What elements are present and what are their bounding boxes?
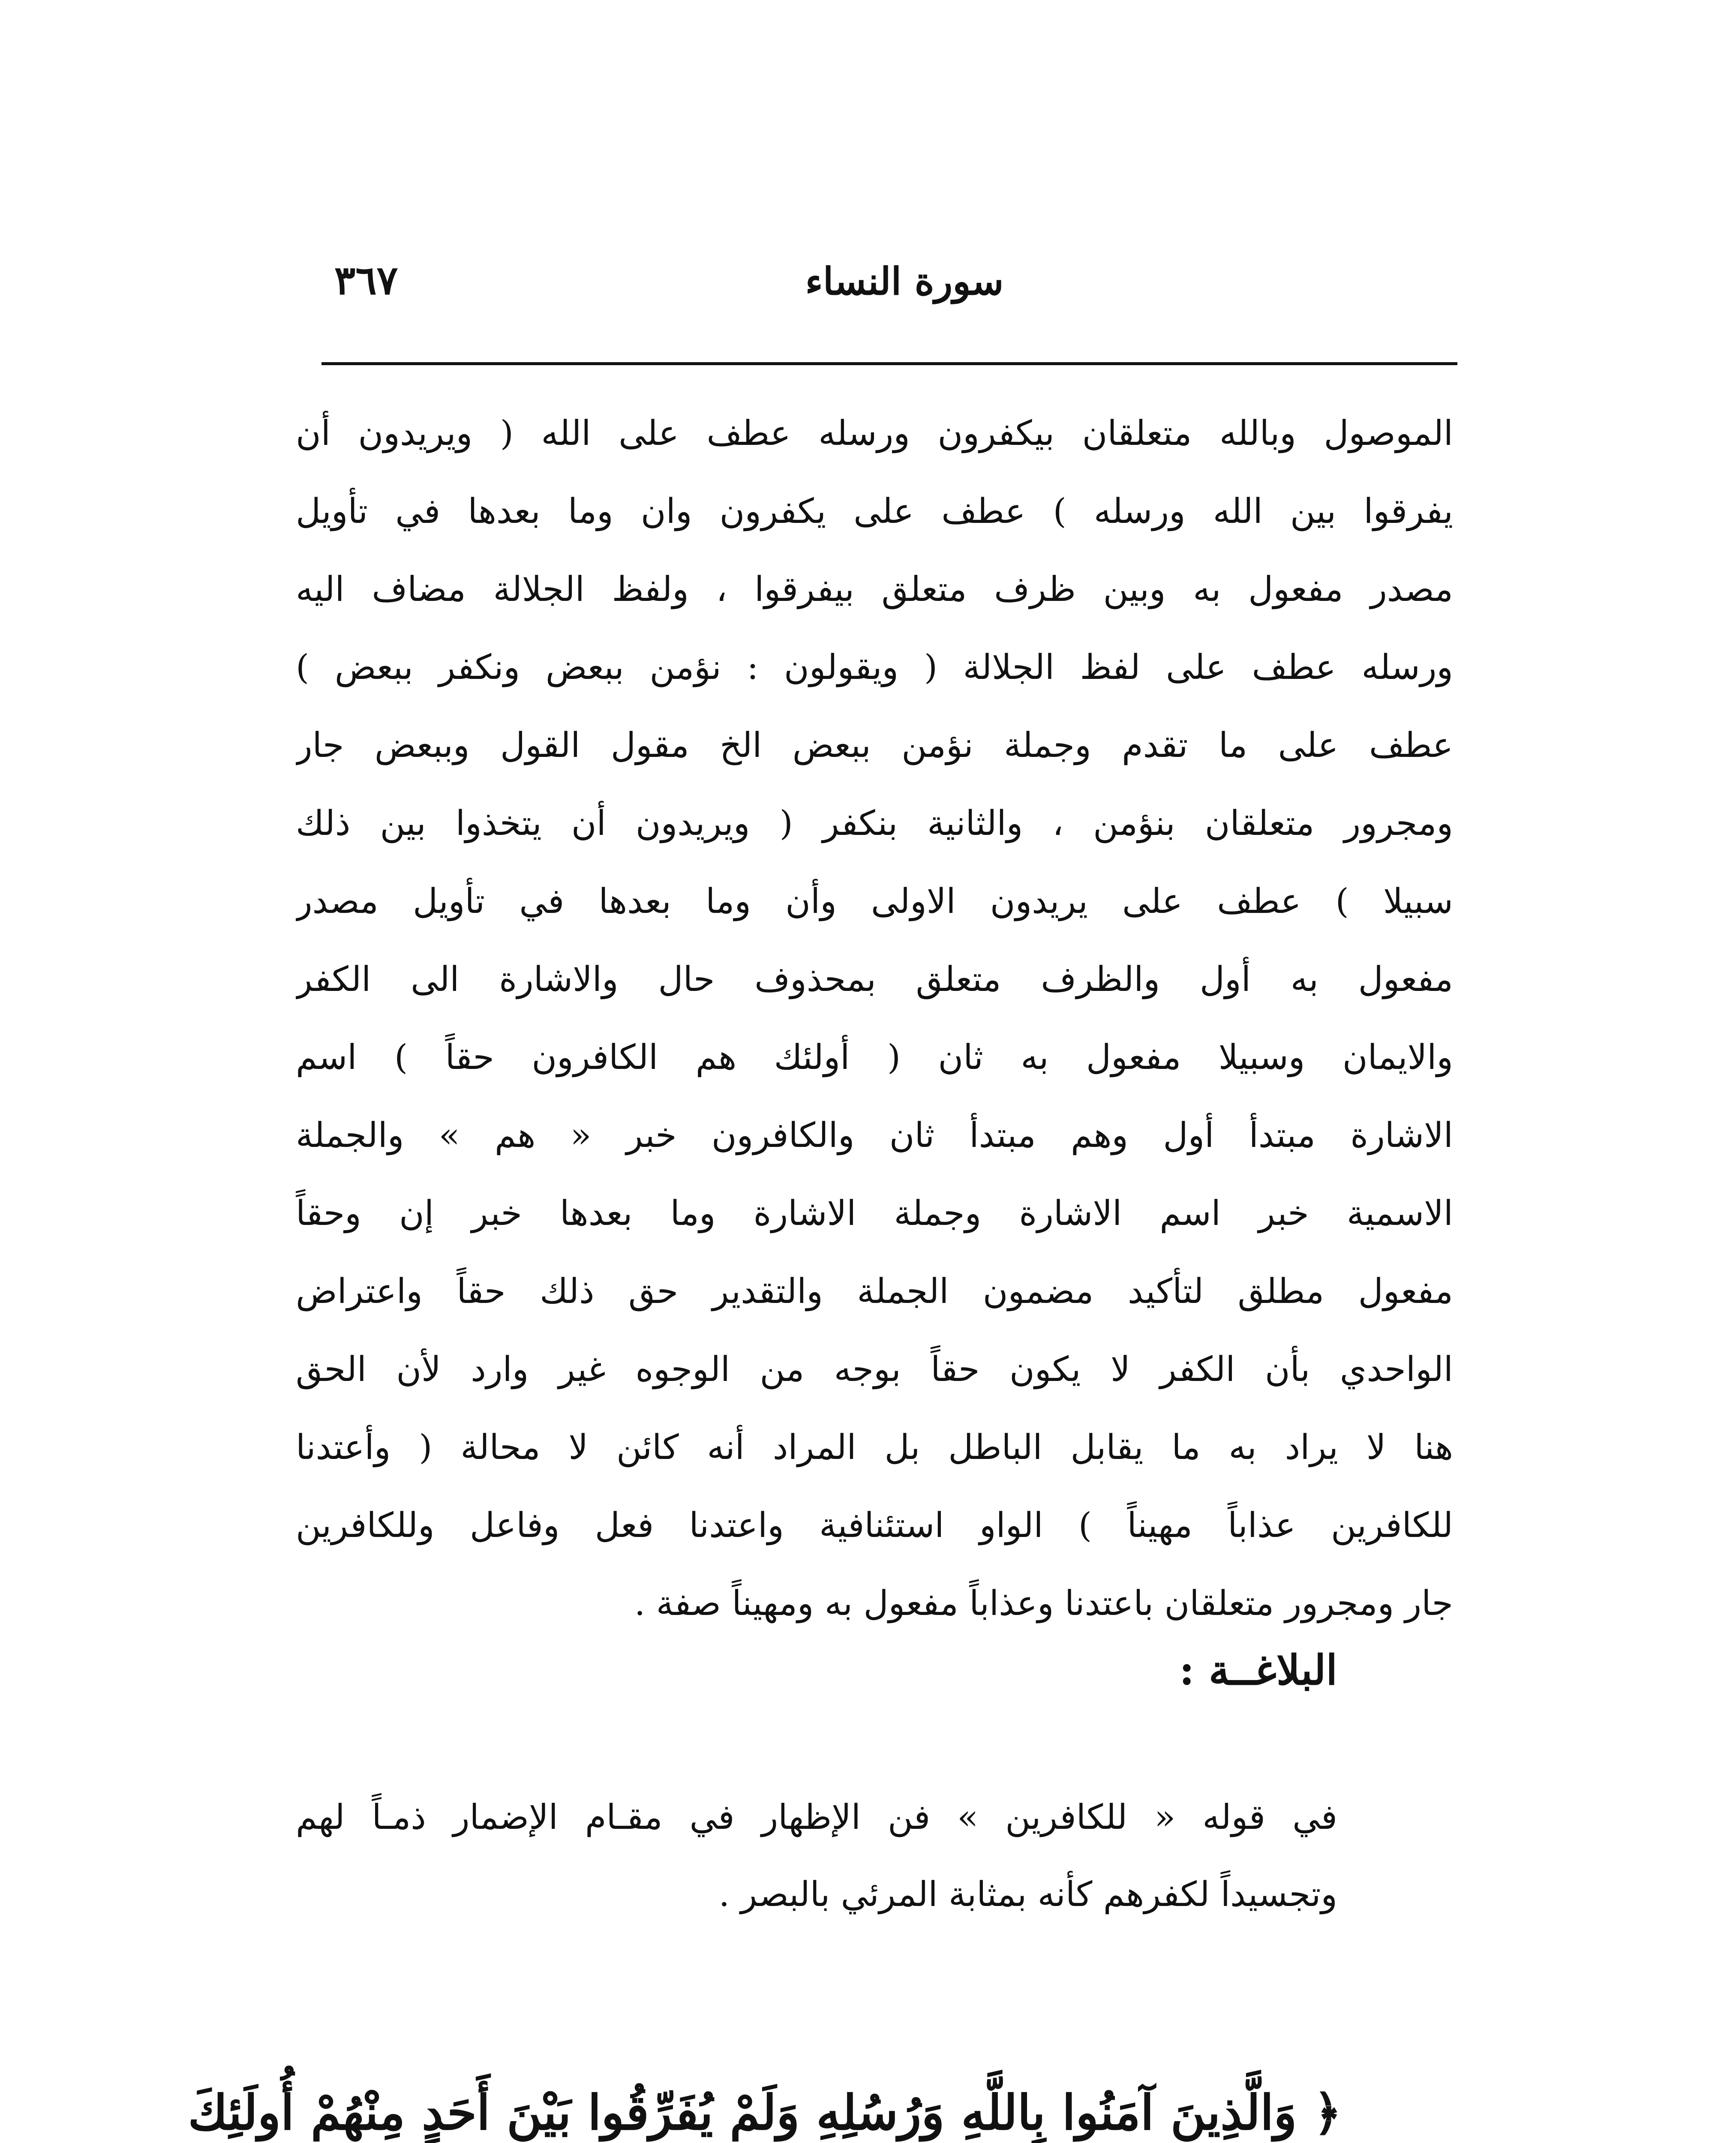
text-line: سبيلا ) عطف على يريدون الاولى وأن وما بعدها في تأويل مصدر <box>296 881 1453 921</box>
text-line: هنا لا يراد به ما يقابل الباطل بل المراد أنه كائن لا محالة ( وأعتدنا <box>296 1427 1453 1467</box>
balagha-paragraph <box>296 1779 1337 1933</box>
page-header <box>321 257 1457 309</box>
text-line: جار ومجرور متعلقان باعتدنا وعذاباً مفعول به ومهيناً صفة . <box>634 1583 1453 1623</box>
text-line: الواحدي بأن الكفر لا يكون حقاً بوجه من الوجوه غير وارد لأن الحق <box>296 1349 1453 1389</box>
grammar-paragraph <box>296 394 1453 1642</box>
text-line: يفرقوا بين الله ورسله ) عطف على يكفرون وان وما بعدها في تأويل <box>296 491 1453 531</box>
text-line: الموصول وبالله متعلقان بيكفرون ورسله عطف على الله ( ويريدون أن <box>296 413 1453 453</box>
text-line: الاشارة مبتدأ أول وهم مبتدأ ثان والكافرون خبر « هم » والجملة <box>296 1115 1453 1155</box>
quran-verse <box>188 2070 1342 2143</box>
text-line: الاسمية خبر اسم الاشارة وجملة الاشارة وما بعدها خبر إن وحقاً <box>296 1193 1453 1233</box>
text-line: والايمان وسبيلا مفعول به ثان ( أولئك هم الكافرون حقاً ) اسم <box>296 1037 1453 1077</box>
verse-text: وَالَّذِينَ آمَنُوا بِاللَّهِ وَرُسُلِهِ وَلَمْ يُفَرِّقُوا بَيْنَ أَحَدٍ مِنْهُمْ أُولَئِكَ <box>188 2085 1297 2141</box>
text-line: ورسله عطف على لفظ الجلالة ( ويقولون : نؤمن ببعض ونكفر ببعض ) <box>296 647 1453 687</box>
text-line: للكافرين عذاباً مهيناً ) الواو استئنافية واعتدنا فعل وفاعل وللكافرين <box>296 1505 1453 1545</box>
text-line: مفعول به أول والظرف متعلق بمحذوف حال والاشارة الى الكفر <box>296 959 1453 999</box>
text-line: مفعول مطلق لتأكيد مضمون الجملة والتقدير حق ذلك حقاً واعتراض <box>296 1271 1453 1311</box>
text-line: وتجسيداً لكفرهم كأنه بمثابة المرئي بالبصر . <box>718 1874 1337 1914</box>
text-line: عطف على ما تقدم وجملة نؤمن ببعض الخ مقول القول وببعض جار <box>296 725 1453 765</box>
surah-title: سورة النساء <box>805 259 1004 303</box>
page-number: ٣٦٧ <box>334 257 398 303</box>
header-divider <box>321 362 1457 365</box>
section-heading-balagha: البلاغــة : <box>1179 1646 1337 1694</box>
verse-open-bracket: ﴿ <box>1313 2085 1342 2141</box>
text-line: ومجرور متعلقان بنؤمن ، والثانية بنكفر ( ويريدون أن يتخذوا بين ذلك <box>296 803 1453 843</box>
text-line: مصدر مفعول به وبين ظرف متعلق بيفرقوا ، ولفظ الجلالة مضاف اليه <box>296 569 1453 609</box>
text-line: في قوله « للكافرين » فن الإظهار في مقـام الإضمار ذمـاً لهم <box>296 1797 1337 1837</box>
